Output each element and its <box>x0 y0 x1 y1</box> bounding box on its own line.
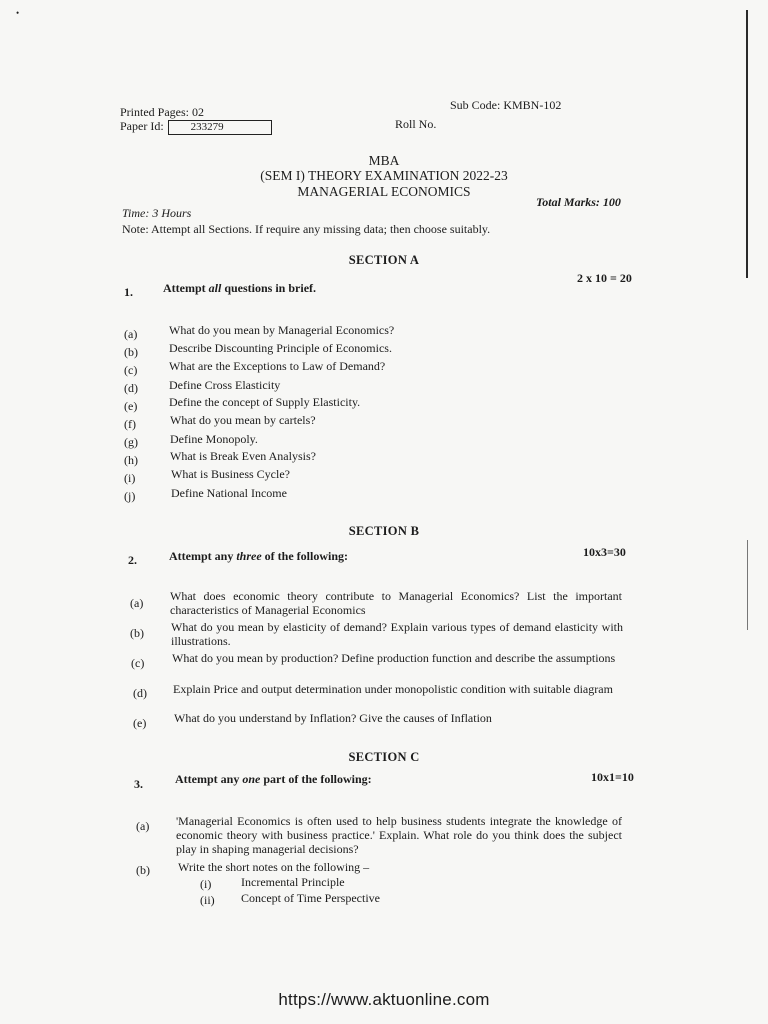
time-allowed: Time: 3 Hours <box>122 206 192 220</box>
scan-edge-line <box>746 10 748 278</box>
item-label: (c) <box>124 363 138 377</box>
item-label: (b) <box>136 863 150 877</box>
list-item: What is Business Cycle? <box>171 467 290 481</box>
item-label: (d) <box>124 381 138 395</box>
question-number: 2. <box>128 553 137 567</box>
paper-id-box: 233279 <box>168 120 272 135</box>
list-item: What do you mean by production? Define production function and describe the assumptions <box>172 651 616 665</box>
note: Note: Attempt all Sections. If require any missing data; then choose suitably. <box>122 222 491 236</box>
list-item: Define Cross Elasticity <box>169 378 281 392</box>
list-item: What do you understand by Inflation? Give the causes of Inflation <box>174 711 492 725</box>
item-label: (a) <box>124 327 138 341</box>
item-label: (f) <box>124 417 136 431</box>
list-item: Concept of Time Perspective <box>241 891 380 905</box>
subitem-label: (i) <box>200 877 212 891</box>
list-item: Define National Income <box>171 486 287 500</box>
list-item: Write the short notes on the following – <box>178 860 370 874</box>
question-instruction: Attempt any one part of the following: <box>175 772 372 786</box>
item-label: (h) <box>124 453 138 467</box>
list-item: What do you mean by elasticity of demand? Explain various types of demand elasticity with illustrations. <box>171 620 623 648</box>
item-label: (b) <box>130 626 144 640</box>
section-a-heading: SECTION A <box>348 253 420 267</box>
item-label: (e) <box>124 399 138 413</box>
item-label: (c) <box>131 656 145 670</box>
subitem-label: (ii) <box>200 893 215 907</box>
list-item: 'Managerial Economics is often used to help business students integrate the knowledge of economic theory with business practice.' Explain. What role do you think does the subject play in shaping managerial decisions? <box>176 814 622 856</box>
sub-code: Sub Code: KMBN-102 <box>450 98 562 112</box>
roll-no: Roll No. <box>395 117 437 131</box>
paper-id-label: Paper Id: <box>120 119 164 133</box>
footer-url: https://www.aktuonline.com <box>278 990 490 1009</box>
question-instruction: Attempt any three of the following: <box>169 549 348 563</box>
question-number: 1. <box>124 285 133 299</box>
list-item: Define Monopoly. <box>170 432 258 446</box>
question-instruction: Attempt all questions in brief. <box>163 281 317 295</box>
list-item: What are the Exceptions to Law of Demand? <box>169 359 386 373</box>
list-item: What do you mean by cartels? <box>170 413 316 427</box>
section-b-heading: SECTION B <box>348 524 420 538</box>
exam-title: (SEM I) THEORY EXAMINATION 2022-23 <box>260 168 508 183</box>
question-number: 3. <box>134 777 143 791</box>
printed-pages: Printed Pages: 02 <box>120 105 204 119</box>
list-item: Define the concept of Supply Elasticity. <box>169 395 361 409</box>
list-item: What is Break Even Analysis? <box>170 449 316 463</box>
item-label: (a) <box>130 596 144 610</box>
marks: 2 x 10 = 20 <box>577 271 632 285</box>
scan-edge-line <box>747 540 748 630</box>
subject: MANAGERIAL ECONOMICS <box>297 184 471 199</box>
scan-mark: • <box>16 8 20 18</box>
item-label: (d) <box>133 686 147 700</box>
list-item: Incremental Principle <box>241 875 345 889</box>
program: MBA <box>368 153 400 168</box>
total-marks: Total Marks: 100 <box>536 195 621 209</box>
item-label: (b) <box>124 345 138 359</box>
marks: 10x1=10 <box>591 770 634 784</box>
item-label: (a) <box>136 819 150 833</box>
section-c-heading: SECTION C <box>348 750 420 764</box>
list-item: What do you mean by Managerial Economics? <box>169 323 395 337</box>
item-label: (e) <box>133 716 147 730</box>
list-item: Explain Price and output determination under monopolistic condition with suitable diagram <box>173 682 613 696</box>
marks: 10x3=30 <box>583 545 626 559</box>
list-item: What does economic theory contribute to Managerial Economics? List the important characteristics of Managerial Economics <box>170 589 622 617</box>
paper-id <box>120 119 272 135</box>
list-item: Describe Discounting Principle of Economics. <box>169 341 392 355</box>
item-label: (g) <box>124 435 138 449</box>
item-label: (j) <box>124 489 136 503</box>
item-label: (i) <box>124 471 136 485</box>
